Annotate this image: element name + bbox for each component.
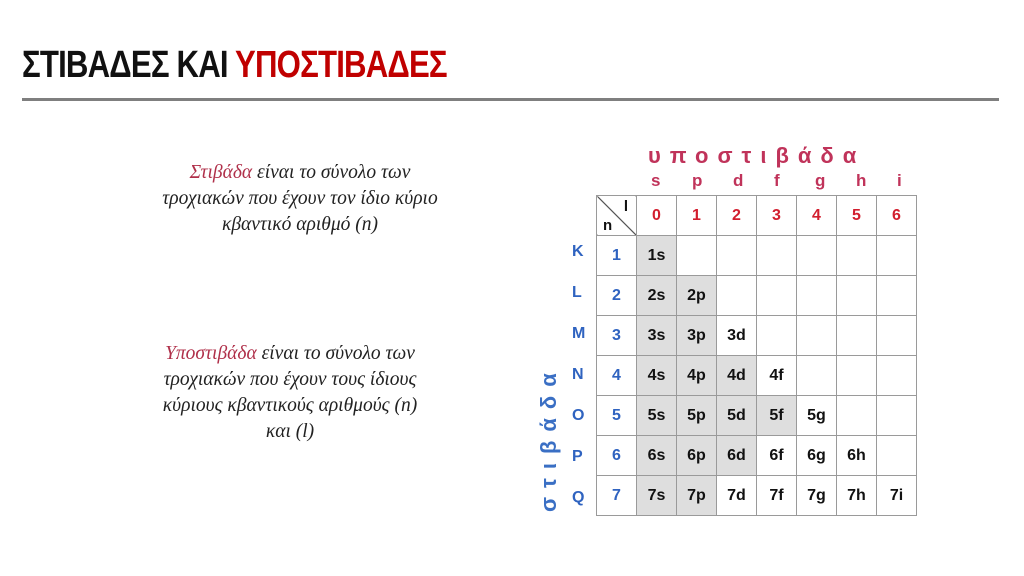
n-value: 4: [597, 356, 637, 396]
subshell-letter: s: [651, 171, 661, 190]
subshell-definition-text: είναι το σύνολο των τροχιακών που έχουν τους ίδιους κύριους κβαντικούς αριθμούς (n) και (l): [162, 343, 418, 442]
orbital-cell: 7p: [677, 476, 717, 516]
empty-cell: [797, 276, 837, 316]
orbital-cell: 7h: [837, 476, 877, 516]
orbital-cell: 1s: [637, 236, 677, 276]
empty-cell: [837, 276, 877, 316]
table-row: [597, 236, 917, 276]
empty-cell: [757, 236, 797, 276]
table-row: [597, 316, 917, 356]
orbital-cell: 6f: [757, 436, 797, 476]
orbital-cell: 2p: [677, 276, 717, 316]
orbital-cell: 3s: [637, 316, 677, 356]
n-value: 7: [597, 476, 637, 516]
orbital-cell: 7d: [717, 476, 757, 516]
orbital-cell: 4f: [757, 356, 797, 396]
empty-cell: [877, 316, 917, 356]
orbital-cell: 7i: [877, 476, 917, 516]
subshell-letter: f: [774, 171, 780, 190]
shell-definition: [150, 160, 450, 238]
orbital-cell: 6g: [797, 436, 837, 476]
shell-letter: K: [572, 243, 584, 260]
empty-cell: [797, 356, 837, 396]
shell-term: Στιβάδα: [189, 162, 253, 183]
n-value: 3: [597, 316, 637, 356]
orbital-cell: 7s: [637, 476, 677, 516]
subshell-letter: d: [733, 171, 744, 190]
orbital-cell: 5g: [797, 396, 837, 436]
n-value: 6: [597, 436, 637, 476]
orbital-cell: 3d: [717, 316, 757, 356]
shell-definition-text: είναι το σύνολο των τροχιακών που έχουν τον ίδιο κύριο κβαντικό αριθμό (n): [162, 162, 438, 235]
orbital-cell: 5s: [637, 396, 677, 436]
table-header-row: [597, 196, 917, 236]
subshell-letter: p: [692, 171, 703, 190]
subshell-letter: g: [815, 171, 826, 190]
l-value: 5: [837, 196, 877, 236]
empty-cell: [837, 356, 877, 396]
orbital-table: [596, 195, 917, 516]
empty-cell: [877, 276, 917, 316]
empty-cell: [877, 396, 917, 436]
slide-title: [22, 44, 447, 87]
title-divider: [22, 98, 999, 101]
l-value: 6: [877, 196, 917, 236]
table-row: [597, 436, 917, 476]
empty-cell: [837, 396, 877, 436]
empty-cell: [877, 236, 917, 276]
n-value: 5: [597, 396, 637, 436]
orbital-cell: 7f: [757, 476, 797, 516]
empty-cell: [757, 276, 797, 316]
empty-cell: [717, 276, 757, 316]
orbital-cell: 7g: [797, 476, 837, 516]
orbital-cell: 4d: [717, 356, 757, 396]
n-value: 2: [597, 276, 637, 316]
shell-letter: L: [572, 284, 582, 301]
subshell-heading: υποστιβάδα: [648, 143, 866, 168]
empty-cell: [837, 316, 877, 356]
orbital-cell: 4p: [677, 356, 717, 396]
orbital-cell: 6h: [837, 436, 877, 476]
n-value: 1: [597, 236, 637, 276]
title-part2: ΥΠΟΣΤΙΒΑΔΕΣ: [235, 44, 447, 86]
orbital-cell: 5f: [757, 396, 797, 436]
empty-cell: [757, 316, 797, 356]
shell-letter: P: [572, 448, 583, 465]
l-value: 2: [717, 196, 757, 236]
title-part1: ΣΤΙΒΑΔΕΣ ΚΑΙ: [22, 44, 228, 86]
empty-cell: [797, 316, 837, 356]
empty-cell: [877, 356, 917, 396]
shell-letter: O: [572, 407, 585, 424]
orbital-cell: 5d: [717, 396, 757, 436]
table-row: [597, 356, 917, 396]
subshell-term: Υποστιβάδα: [165, 343, 257, 364]
table-row: [597, 476, 917, 516]
empty-cell: [677, 236, 717, 276]
l-value: 4: [797, 196, 837, 236]
shell-letter: M: [572, 325, 586, 342]
orbital-cell: 6s: [637, 436, 677, 476]
orbital-cell: 5p: [677, 396, 717, 436]
empty-cell: [797, 236, 837, 276]
empty-cell: [837, 236, 877, 276]
corner-l-label: l: [623, 198, 628, 215]
subshell-definition: [150, 341, 430, 445]
subshell-letter: i: [897, 171, 902, 190]
table-corner: [597, 196, 637, 236]
orbital-cell: 2s: [637, 276, 677, 316]
l-value: 3: [757, 196, 797, 236]
empty-cell: [717, 236, 757, 276]
shell-letter: Q: [572, 489, 585, 506]
l-value: 1: [677, 196, 717, 236]
shell-heading: στιβάδα: [536, 364, 561, 512]
l-value: 0: [637, 196, 677, 236]
table-row: [597, 276, 917, 316]
orbital-cell: 6d: [717, 436, 757, 476]
orbital-cell: 3p: [677, 316, 717, 356]
subshell-letter: h: [856, 171, 867, 190]
orbital-cell: 4s: [637, 356, 677, 396]
orbital-cell: 6p: [677, 436, 717, 476]
empty-cell: [877, 436, 917, 476]
corner-n-label: n: [603, 217, 613, 234]
table-row: [597, 396, 917, 436]
shell-letter: N: [572, 366, 584, 383]
